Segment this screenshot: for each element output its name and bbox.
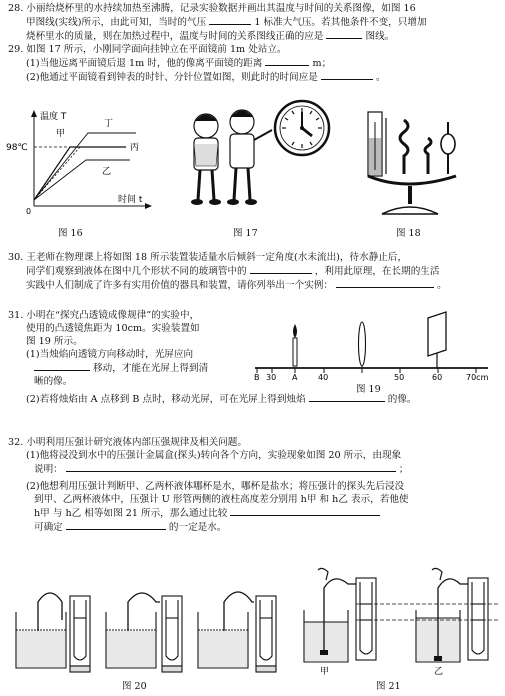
- fig16-xlabel: 时间 t: [118, 195, 143, 205]
- q28-line1: 28. 小丽给烧杯里的水持续加热至沸腾，记录实验数据并画出其温度与时间的关系图像，如图 16: [8, 3, 416, 14]
- fig20-caption: 图 20: [122, 681, 147, 692]
- q30-blank-example[interactable]: [336, 278, 434, 288]
- q32-line3b: ；: [398, 464, 409, 475]
- q28-line2a: 甲图线(实线)所示，由此可知，当时的气压: [26, 17, 207, 28]
- q32-line1: 32. 小明利用压强计研究液体内部压强规律及相关问题。: [8, 437, 247, 448]
- convex-lens: [359, 322, 366, 366]
- fig16-y98: 98℃: [6, 143, 28, 153]
- light-screen: [428, 312, 446, 356]
- q32-blank-compare[interactable]: [230, 506, 380, 516]
- fig16-curve-jia: 甲: [56, 129, 66, 139]
- fig19-tick-a: A: [292, 373, 298, 382]
- q29-line3b: 。: [375, 72, 386, 83]
- q30-line3a: 实践中人们制成了许多有实用价值的器具和装置，请你列举出一个实例：: [26, 280, 333, 291]
- q31-blank-direction[interactable]: [34, 361, 90, 371]
- q31-line7b: 的像。: [387, 394, 417, 405]
- q31-line3: 图 19 所示。: [26, 336, 83, 347]
- q28-line3a: 烧杯里水的质量，则在加热过程中，温度与时间的关系图线正确的应是: [26, 31, 324, 42]
- question-29: [8, 43, 500, 84]
- fig21-label-yi: 乙: [434, 667, 444, 677]
- fig19-caption: 图 19: [356, 384, 381, 395]
- q32-line7b: 的一定是水。: [168, 522, 227, 533]
- q31-line6: 晰的像。: [34, 376, 73, 387]
- q29-line2b: m；: [312, 58, 332, 69]
- q32-line4: (2)他想利用压强计判断甲、乙两杯液体哪杯是水，哪杯是盐水；将压强计的探头先后浸没: [26, 481, 405, 492]
- question-32: [8, 436, 500, 534]
- hand-right-icon: [432, 568, 442, 580]
- hand-left-icon: [318, 568, 328, 580]
- q29-line1: 29. 如图 17 所示，小刚同学面向挂钟立在平面镜前 1m 处站立。: [8, 44, 287, 55]
- q32-blank-conclusion[interactable]: [66, 462, 396, 472]
- q30-line2a: 同学们观察到液体在图中几个形状不同的玻璃管中的: [26, 266, 247, 277]
- q29-line2a: (1)当他远离平面镜后退 1m 时，他的像离平面镜的距离: [26, 58, 263, 69]
- figure-19-optical-bench: [252, 310, 497, 390]
- q30-blank-phenomenon[interactable]: [250, 264, 312, 274]
- question-30: [8, 251, 500, 292]
- fig19-tick-b: B: [254, 373, 260, 382]
- q31-line2: 使用的凸透镜焦距为 10cm。实验装置如: [26, 323, 200, 334]
- fig18-caption: 图 18: [396, 228, 421, 239]
- figure-21-liquids-comparison: [298, 566, 503, 682]
- figure-18-connected-vessels: [356, 108, 471, 220]
- q32-line6: h甲 与 h乙 相等如图 21 所示，那么通过比较: [34, 508, 228, 519]
- q29-line3a: (2)他通过平面镜看到钟表的时针、分针位置如图，则此时的时间应是: [26, 72, 318, 83]
- q30-line3b: 。: [437, 280, 447, 291]
- q28-line2b: 1 标准大气压。若其他条件不变，只增加: [254, 17, 427, 28]
- fig16-curve-ding: 丁: [104, 119, 114, 129]
- candle-flame-icon: [293, 324, 297, 338]
- question-28: [8, 2, 500, 43]
- q28-line3b: 图线。: [365, 31, 395, 42]
- figure-20-pressure-gauges: [10, 572, 288, 680]
- fig19-tick-60: 60: [432, 373, 443, 382]
- q28-blank-curve[interactable]: [326, 29, 362, 39]
- q32-blank-which[interactable]: [66, 520, 166, 530]
- q30-line1: 30. 王老师在物理课上将如图 18 所示装置装适量水后倾斜一定角度(水未流出)，待水静止后，: [8, 252, 408, 263]
- q32-line2: (1)他将浸没到水中的压强计金属盒(探头)转向各个方向，实验现象如图 20 所示，由现象: [26, 450, 402, 461]
- q28-blank-pressure[interactable]: [209, 15, 251, 25]
- fig19-tick-50: 50: [394, 373, 405, 382]
- q29-blank-time[interactable]: [321, 70, 373, 80]
- q32-line7a: 可确定: [34, 522, 63, 533]
- q32-line5: 到甲、乙两杯液体中，压强计 U 形管两侧的液柱高度差分别用 h甲 和 h乙 表示，若他使: [34, 494, 409, 505]
- q31-line1: 31. 小明在“探究凸透镜成像规律”的实验中，: [8, 310, 200, 321]
- figure-17-mirror-clock: [176, 100, 336, 215]
- figure-16-graph: [6, 108, 156, 218]
- fig16-origin: 0: [26, 207, 32, 216]
- fig19-tick-30: 30: [266, 373, 277, 382]
- fig21-caption: 图 21: [376, 681, 401, 692]
- fig17-caption: 图 17: [233, 228, 258, 239]
- fig21-label-jia: 甲: [320, 667, 330, 677]
- fig16-ylabel: 温度 T: [40, 112, 67, 122]
- q31-line4: (1)当烛焰向透镜方向移动时，光屏应向: [26, 349, 194, 360]
- q31-line7a: (2)若将烛焰由 A 点移到 B 点时，移动光屏，可在光屏上得到烛焰: [26, 394, 306, 405]
- q29-blank-distance[interactable]: [265, 56, 309, 66]
- q30-line2b: ，利用此原理，在长期的生活: [314, 266, 440, 277]
- fig19-tick-40: 40: [318, 373, 329, 382]
- fig16-caption: 图 16: [58, 228, 83, 239]
- q31-line5: 移动，才能在光屏上得到清: [93, 363, 209, 374]
- fig16-curve-yi: 乙: [102, 167, 112, 177]
- fig16-curve-bing: 丙: [130, 143, 140, 153]
- fig19-tick-70cm: 70cm: [466, 373, 489, 382]
- q32-line3a: 说明：: [34, 464, 63, 475]
